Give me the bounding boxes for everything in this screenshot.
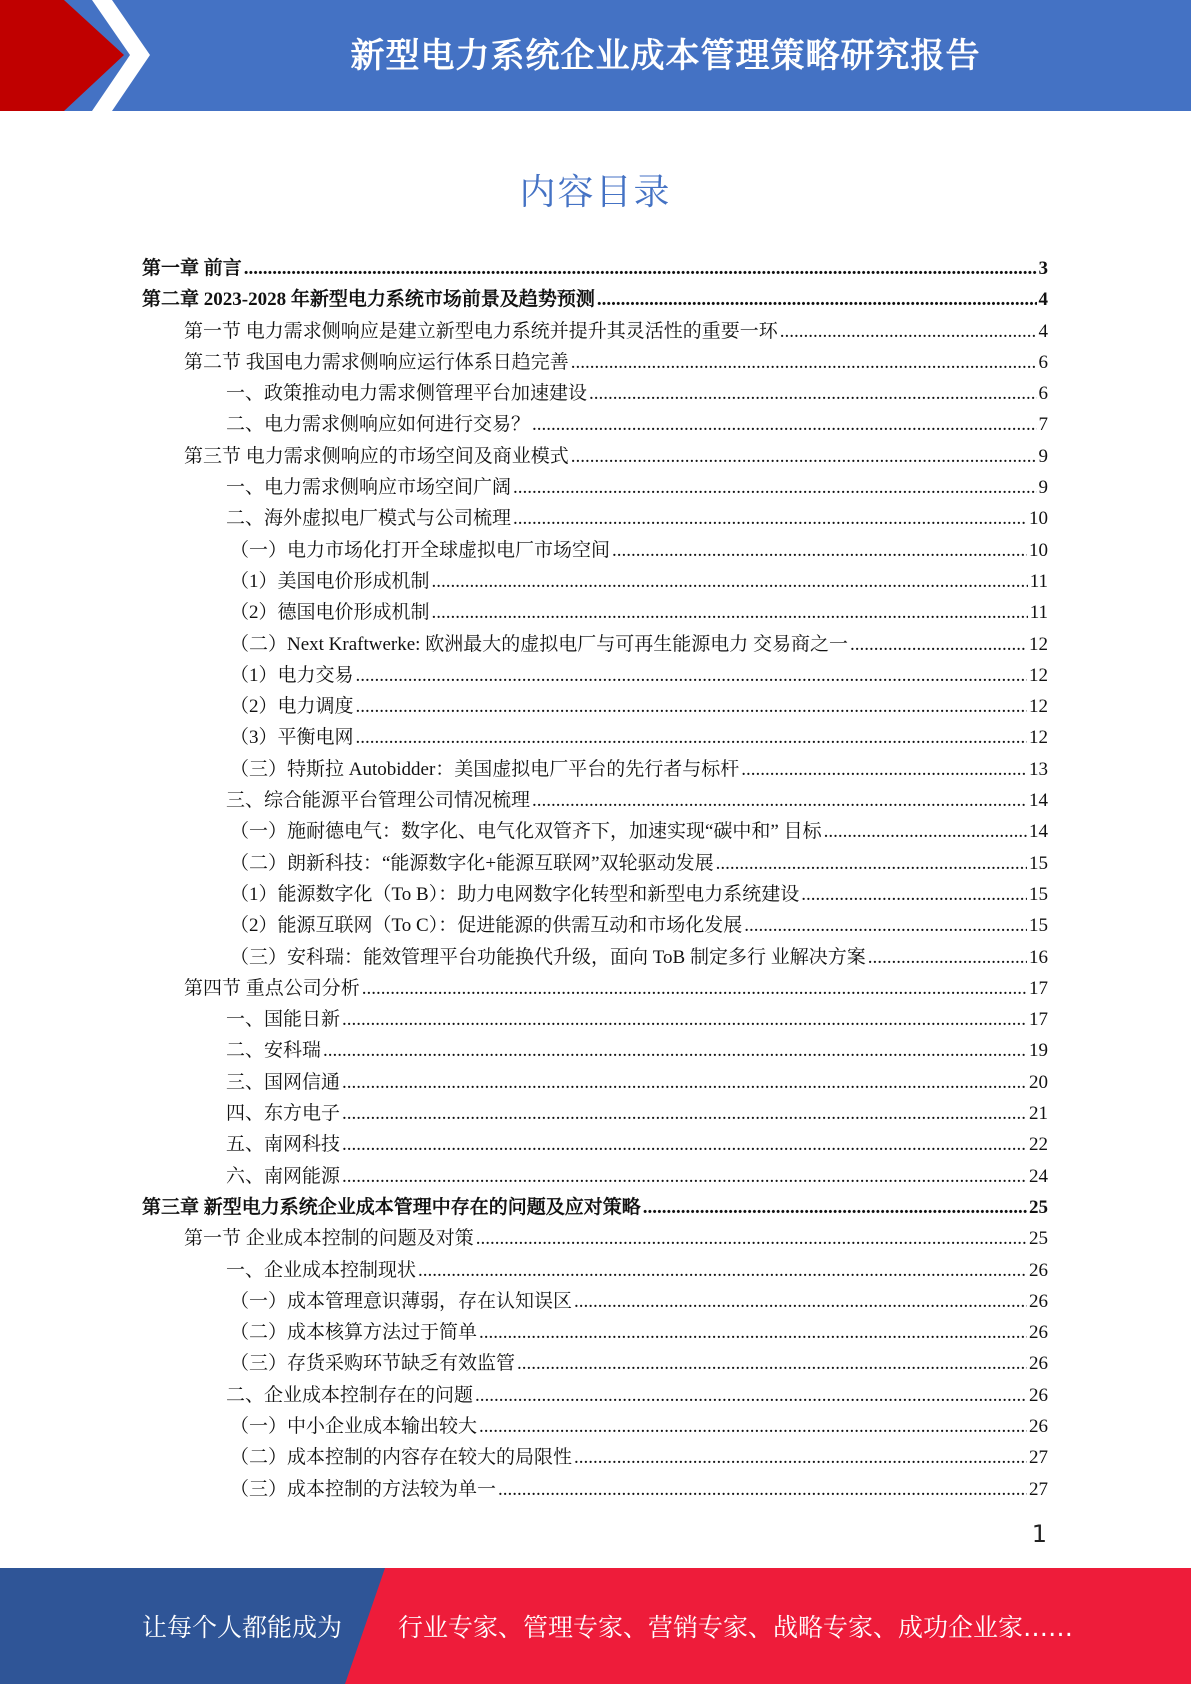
toc-entry[interactable] (142, 409, 1048, 440)
toc-entry[interactable] (142, 472, 1048, 503)
toc-entry[interactable] (142, 597, 1048, 628)
toc-dot-leader (342, 1129, 1027, 1160)
toc-entry-page: 13 (1029, 758, 1048, 780)
toc-dot-leader (323, 1035, 1027, 1066)
toc-dot-leader (356, 722, 1027, 753)
page-number: 1 (1031, 1520, 1047, 1548)
toc-entry-title: （二）成本控制的内容存在较大的局限性 (230, 1447, 573, 1469)
toc-entry[interactable] (142, 566, 1048, 597)
toc-dot-leader (479, 1317, 1027, 1348)
toc-entry[interactable] (142, 1255, 1048, 1286)
toc-entry[interactable] (142, 942, 1048, 973)
toc-entry[interactable] (142, 910, 1048, 941)
toc-entry[interactable] (142, 754, 1048, 785)
toc-dot-leader (479, 1411, 1027, 1442)
toc-dot-leader (612, 535, 1027, 566)
toc-dot-leader (342, 1161, 1027, 1192)
toc-entry-title: 一、政策推动电力需求侧管理平台加速建设 (226, 383, 588, 405)
toc-entry-title: 二、安科瑞 (226, 1040, 322, 1062)
toc-entry-page: 17 (1029, 977, 1048, 999)
toc-entry-title: 三、国网信通 (226, 1071, 341, 1093)
toc-entry-page: 26 (1029, 1259, 1048, 1281)
toc-entry[interactable] (142, 1223, 1048, 1254)
toc-dot-leader (513, 503, 1027, 534)
toc-entry-page: 15 (1029, 915, 1048, 937)
toc-entry-page: 25 (1029, 1196, 1048, 1218)
report-header-band (0, 0, 1191, 111)
toc-entry[interactable] (142, 1474, 1048, 1505)
toc-dot-leader (513, 472, 1036, 503)
toc-entry-page: 27 (1029, 1478, 1048, 1500)
toc-entry-title: 第二节 我国电力需求侧响应运行体系日趋完善 (184, 351, 569, 373)
toc-entry-title: 第一节 企业成本控制的问题及对策 (184, 1228, 474, 1250)
toc-entry[interactable] (142, 1380, 1048, 1411)
toc-dot-leader (571, 441, 1037, 472)
toc-entry-page: 27 (1029, 1447, 1048, 1469)
toc-entry[interactable] (142, 1004, 1048, 1035)
toc-entry-title: （三）特斯拉 Autobidder：美国虚拟电厂平台的先行者与标杆 (230, 758, 740, 780)
toc-dot-leader (356, 660, 1027, 691)
toc-dot-leader (589, 378, 1036, 409)
toc-entry-page: 24 (1029, 1165, 1048, 1187)
toc-dot-leader (342, 1004, 1027, 1035)
toc-entry-title: 二、海外虚拟电厂模式与公司梳理 (226, 508, 512, 530)
toc-entry[interactable] (142, 316, 1048, 347)
toc-entry[interactable] (142, 629, 1048, 660)
toc-entry-page: 12 (1029, 633, 1048, 655)
toc-entry-title: 第一章 前言 (142, 258, 242, 279)
toc-entry-title: 第三章 新型电力系统企业成本管理中存在的问题及应对策略 (142, 1196, 641, 1218)
toc-entry-page: 20 (1029, 1071, 1048, 1093)
toc-entry[interactable] (142, 973, 1048, 1004)
toc-entry[interactable] (142, 1192, 1048, 1223)
toc-entry-page: 19 (1029, 1040, 1048, 1062)
toc-entry-title: （三）存货采购环节缺乏有效监管 (230, 1353, 516, 1375)
toc-entry-title: （1）美国电价形成机制 (230, 570, 430, 592)
toc-entry-title: （2）德国电价形成机制 (230, 602, 430, 624)
toc-entry-page: 22 (1029, 1134, 1048, 1156)
toc-entry-page: 10 (1029, 539, 1048, 561)
toc-entry[interactable] (142, 1317, 1048, 1348)
toc-entry[interactable] (142, 441, 1048, 472)
toc-entry[interactable] (142, 1067, 1048, 1098)
toc-entry[interactable] (142, 691, 1048, 722)
toc-entry-title: （一）中小企业成本输出较大 (230, 1415, 478, 1437)
toc-entry-title: 二、电力需求侧响应如何进行交易？ (226, 414, 531, 436)
toc-entry-page: 7 (1038, 414, 1048, 436)
toc-entry[interactable] (142, 1129, 1048, 1160)
footer-slogan-right: 行业专家、管理专家、营销专家、战略专家、成功企业家…… (398, 1613, 1074, 1642)
toc-entry[interactable] (142, 722, 1048, 753)
toc-entry-title: （1）能源数字化（To B）：助力电网数字化转型和新型电力系统建设 (230, 883, 800, 905)
toc-entry-title: （一）电力市场化打开全球虚拟电厂市场空间 (230, 539, 611, 561)
toc-dot-leader (532, 409, 1036, 440)
toc-entry[interactable] (142, 503, 1048, 534)
toc-entry[interactable] (142, 1035, 1048, 1066)
toc-dot-leader (850, 629, 1027, 660)
toc-entry-title: （二）朗新科技：“能源数字化+能源互联网”双轮驱动发展 (230, 852, 714, 874)
toc-dot-leader (643, 1192, 1027, 1223)
toc-entry[interactable] (142, 378, 1048, 409)
toc-entry[interactable] (142, 1286, 1048, 1317)
toc-entry-title: 第三节 电力需求侧响应的市场空间及商业模式 (184, 445, 569, 467)
toc-entry[interactable] (142, 253, 1048, 284)
toc-entry-page: 26 (1029, 1353, 1048, 1375)
table-of-contents (142, 253, 1048, 1505)
toc-entry-title: （三）安科瑞：能效管理平台功能换代升级，面向 ToB 制定多行 业解决方案 (230, 946, 866, 968)
footer-banner (0, 1568, 1191, 1684)
toc-entry-page: 10 (1029, 508, 1048, 530)
toc-dot-leader (476, 1223, 1027, 1254)
toc-entry-title: （一）施耐德电气：数字化、电气化双管齐下，加速实现“碳中和” 目标 (230, 821, 822, 843)
toc-entry-page: 9 (1038, 445, 1048, 467)
toc-entry[interactable] (142, 284, 1048, 315)
toc-dot-leader (571, 347, 1037, 378)
toc-entry-title: 三、综合能源平台管理公司情况梳理 (226, 790, 531, 812)
toc-entry-title: （二）成本核算方法过于简单 (230, 1322, 478, 1344)
toc-dot-leader (868, 942, 1027, 973)
toc-dot-leader (342, 1067, 1027, 1098)
toc-entry-title: 一、电力需求侧响应市场空间广阔 (226, 477, 512, 499)
toc-entry-title: （2）能源互联网（To C）：促进能源的供需互动和市场化发展 (230, 915, 743, 937)
toc-entry-page: 6 (1038, 351, 1048, 373)
toc-entry-title: 第四节 重点公司分析 (184, 977, 360, 999)
toc-entry-title: （二）Next Kraftwerke: 欧洲最大的虚拟电厂与可再生能源电力 交易商之一 (230, 633, 848, 655)
toc-entry[interactable] (142, 848, 1048, 879)
toc-entry-page: 26 (1029, 1322, 1048, 1344)
toc-entry-title: 第一节 电力需求侧响应是建立新型电力系统并提升其灵活性的重要一环 (184, 320, 778, 342)
toc-entry[interactable] (142, 879, 1048, 910)
toc-dot-leader (597, 284, 1037, 315)
toc-entry-page: 12 (1029, 727, 1048, 749)
toc-entry-page: 4 (1038, 289, 1048, 311)
toc-dot-leader (716, 848, 1027, 879)
toc-entry-page: 14 (1029, 821, 1048, 843)
toc-entry[interactable] (142, 347, 1048, 378)
toc-entry-page: 4 (1038, 320, 1048, 342)
footer-slogan-left: 让每个人都能成为 (142, 1613, 343, 1642)
toc-entry-page: 9 (1038, 477, 1048, 499)
toc-entry[interactable] (142, 660, 1048, 691)
toc-heading: 内容目录 (519, 172, 672, 213)
toc-dot-leader (532, 785, 1027, 816)
toc-entry-title: 五、南网科技 (226, 1134, 341, 1156)
toc-entry-title: 一、国能日新 (226, 1009, 341, 1031)
toc-entry-title: （三）成本控制的方法较为单一 (230, 1478, 497, 1500)
toc-dot-leader (574, 1286, 1027, 1317)
toc-dot-leader (418, 1255, 1027, 1286)
toc-entry-page: 26 (1029, 1415, 1048, 1437)
toc-entry[interactable] (142, 1161, 1048, 1192)
toc-dot-leader (744, 910, 1027, 941)
toc-entry-title: （3）平衡电网 (230, 727, 354, 749)
toc-entry-page: 17 (1029, 1009, 1048, 1031)
toc-dot-leader (801, 879, 1027, 910)
toc-entry-page: 11 (1029, 570, 1048, 592)
toc-entry-title: （一）成本管理意识薄弱，存在认知误区 (230, 1290, 573, 1312)
toc-entry-page: 16 (1029, 946, 1048, 968)
toc-entry-page: 11 (1029, 602, 1048, 624)
toc-entry[interactable] (142, 1098, 1048, 1129)
toc-entry-page: 14 (1029, 790, 1048, 812)
toc-entry-title: 第二章 2023-2028 年新型电力系统市场前景及趋势预测 (142, 289, 595, 311)
toc-entry-page: 3 (1038, 258, 1048, 279)
toc-dot-leader (475, 1380, 1027, 1411)
toc-dot-leader (342, 1098, 1027, 1129)
toc-entry[interactable] (142, 785, 1048, 816)
toc-entry-page: 26 (1029, 1384, 1048, 1406)
toc-entry-page: 6 (1038, 383, 1048, 405)
toc-entry[interactable] (142, 1411, 1048, 1442)
toc-entry-title: （2）电力调度 (230, 696, 354, 718)
toc-entry-page: 15 (1029, 852, 1048, 874)
toc-entry-page: 12 (1029, 696, 1048, 718)
toc-dot-leader (824, 816, 1027, 847)
toc-entry-page: 21 (1029, 1103, 1048, 1125)
toc-dot-leader (574, 1442, 1027, 1473)
toc-entry-page: 15 (1029, 883, 1048, 905)
toc-dot-leader (517, 1348, 1027, 1379)
toc-entry-title: 二、企业成本控制存在的问题 (226, 1384, 474, 1406)
toc-entry-title: 六、南网能源 (226, 1165, 341, 1187)
toc-dot-leader (432, 566, 1028, 597)
toc-dot-leader (498, 1474, 1027, 1505)
toc-entry-title: 四、东方电子 (226, 1103, 341, 1125)
toc-entry[interactable] (142, 1348, 1048, 1379)
toc-dot-leader (356, 691, 1027, 722)
toc-entry[interactable] (142, 816, 1048, 847)
toc-entry[interactable] (142, 1442, 1048, 1473)
toc-entry-title: （1）电力交易 (230, 664, 354, 686)
toc-dot-leader (741, 754, 1027, 785)
toc-dot-leader (244, 253, 1037, 284)
toc-dot-leader (362, 973, 1027, 1004)
toc-entry-page: 26 (1029, 1290, 1048, 1312)
toc-entry-page: 25 (1029, 1228, 1048, 1250)
toc-entry[interactable] (142, 535, 1048, 566)
toc-entry-page: 12 (1029, 664, 1048, 686)
toc-dot-leader (432, 597, 1028, 628)
toc-dot-leader (780, 316, 1037, 347)
toc-entry-title: 一、企业成本控制现状 (226, 1259, 417, 1281)
report-title: 新型电力系统企业成本管理策略研究报告 (350, 36, 981, 76)
